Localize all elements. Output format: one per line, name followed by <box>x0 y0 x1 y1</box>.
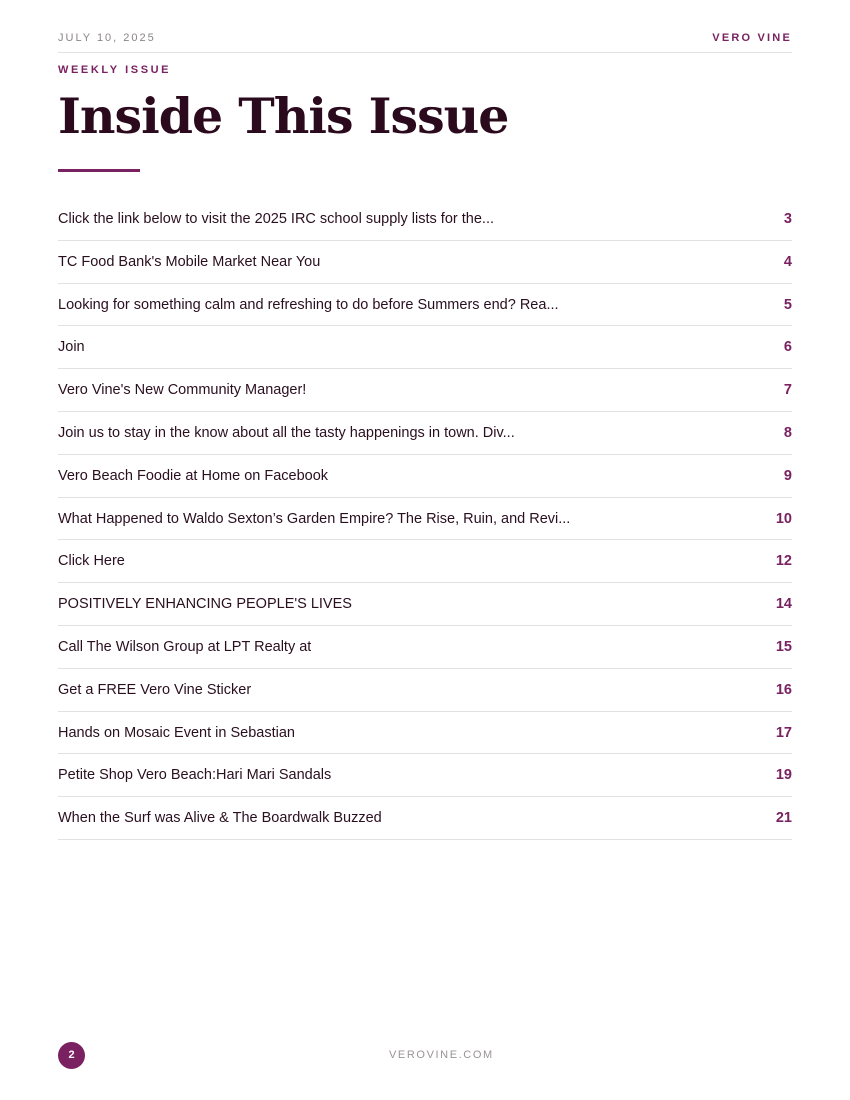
toc-item-label: Join us to stay in the know about all the tasty happenings in town. Div... <box>58 424 515 441</box>
toc-item-page-number: 8 <box>783 424 792 441</box>
toc-item[interactable] <box>58 369 792 412</box>
toc-item[interactable] <box>58 198 792 241</box>
toc-item-label: When the Surf was Alive & The Boardwalk Buzzed <box>58 810 382 827</box>
header-bar <box>58 32 792 53</box>
toc-item-page-number: 3 <box>783 211 792 227</box>
brand-name: VERO VINE <box>712 32 792 44</box>
toc-item[interactable] <box>58 498 792 541</box>
footer <box>58 1042 792 1069</box>
toc-item-page-number: 19 <box>775 767 792 784</box>
toc-item[interactable] <box>58 626 792 669</box>
toc-item-page-number: 7 <box>783 382 792 399</box>
toc-item-label: Vero Beach Foodie at Home on Facebook <box>58 467 329 484</box>
toc-item[interactable] <box>58 241 792 284</box>
toc-item-label: Click Here <box>58 553 125 570</box>
page-number-badge: 2 <box>58 1042 85 1069</box>
toc-item-label: TC Food Bank's Mobile Market Near You <box>58 253 321 270</box>
toc-item-page-number: 16 <box>775 681 792 698</box>
toc-item[interactable] <box>58 455 792 498</box>
toc-item[interactable] <box>58 583 792 626</box>
toc-item-page-number: 14 <box>775 596 792 613</box>
table-of-contents <box>58 198 792 840</box>
toc-item-label: Click the link below to visit the 2025 IRC school supply lists for the... <box>58 211 494 227</box>
toc-item-page-number: 10 <box>775 510 792 527</box>
toc-item[interactable] <box>58 754 792 797</box>
toc-item[interactable] <box>58 669 792 712</box>
title-underline <box>58 169 140 172</box>
footer-site: VEROVINE.COM <box>389 1049 494 1061</box>
toc-item-page-number: 5 <box>783 296 792 313</box>
toc-item[interactable] <box>58 712 792 755</box>
toc-item-page-number: 12 <box>775 553 792 570</box>
issue-date: JULY 10, 2025 <box>58 32 156 44</box>
toc-item-label: Hands on Mosaic Event in Sebastian <box>58 724 295 741</box>
toc-item-label: Looking for something calm and refreshing to do before Summers end? Rea... <box>58 296 559 313</box>
toc-item[interactable] <box>58 326 792 369</box>
section-kicker: WEEKLY ISSUE <box>58 64 172 76</box>
toc-item-label: Get a FREE Vero Vine Sticker <box>58 681 252 698</box>
toc-item-page-number: 4 <box>783 253 792 270</box>
toc-item-label: Vero Vine's New Community Manager! <box>58 382 307 399</box>
page <box>58 0 792 1100</box>
toc-item-label: Join <box>58 339 85 356</box>
toc-item-page-number: 21 <box>775 810 792 827</box>
toc-item-label: Petite Shop Vero Beach:Hari Mari Sandals <box>58 767 332 784</box>
page-title: Inside This Issue <box>58 87 509 145</box>
toc-item-page-number: 6 <box>783 339 792 356</box>
toc-item-label: Call The Wilson Group at LPT Realty at <box>58 638 312 655</box>
toc-item-page-number: 17 <box>775 724 792 741</box>
toc-item[interactable] <box>58 412 792 455</box>
toc-item[interactable] <box>58 540 792 583</box>
toc-item-page-number: 15 <box>775 638 792 655</box>
toc-item-label: POSITIVELY ENHANCING PEOPLE'S LIVES <box>58 596 352 613</box>
toc-item-page-number: 9 <box>783 467 792 484</box>
toc-item[interactable] <box>58 284 792 327</box>
toc-item-label: What Happened to Waldo Sexton’s Garden Empire? The Rise, Ruin, and Revi... <box>58 510 571 527</box>
toc-item[interactable] <box>58 797 792 840</box>
